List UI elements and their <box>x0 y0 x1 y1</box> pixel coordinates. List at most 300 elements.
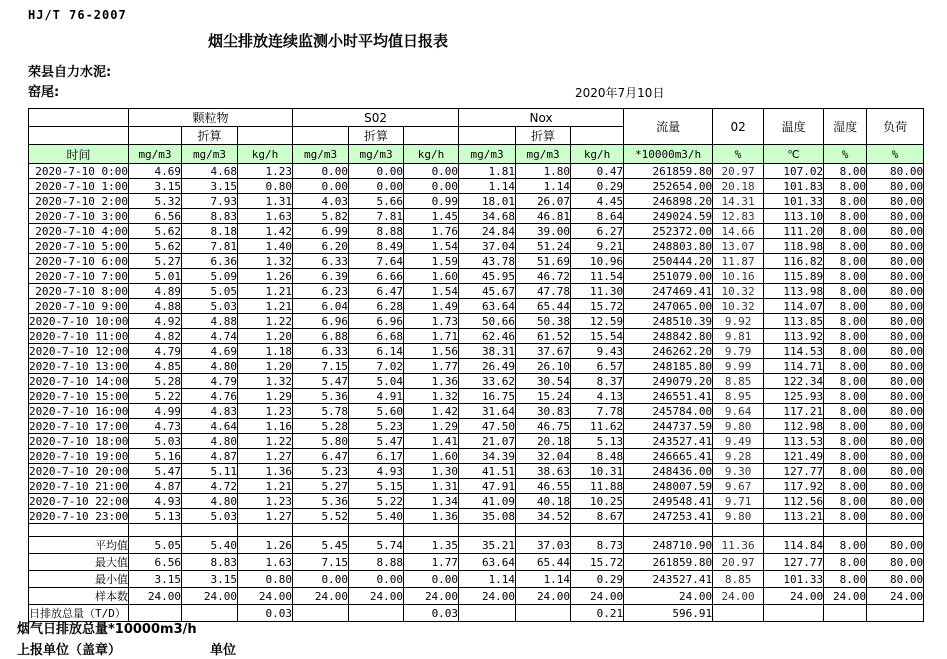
cell: 5.66 <box>349 194 404 209</box>
cell: 8.85 <box>713 374 764 389</box>
cell: 5.13 <box>571 434 624 449</box>
cell: 24.00 <box>764 588 824 605</box>
cell: 1.60 <box>404 269 459 284</box>
cell: 45.95 <box>459 269 516 284</box>
cell: 1.63 <box>238 554 293 571</box>
cell: 1.21 <box>238 299 293 314</box>
cell: 10.31 <box>571 464 624 479</box>
cell: 121.49 <box>764 449 824 464</box>
cell: 8.95 <box>713 389 764 404</box>
table-row <box>29 269 924 284</box>
cell: 8.88 <box>349 554 404 571</box>
cell: 117.21 <box>764 404 824 419</box>
cell: 261859.80 <box>624 554 713 571</box>
cell: 15.24 <box>516 389 571 404</box>
cell: 15.72 <box>571 299 624 314</box>
cell: 24.00 <box>824 588 867 605</box>
cell <box>349 524 404 537</box>
time-cell: 2020-7-10 21:00 <box>29 479 129 493</box>
cell: 6.14 <box>349 344 404 359</box>
cell: 0.00 <box>349 164 404 179</box>
table-row <box>29 554 924 571</box>
cell: 1.23 <box>238 494 293 509</box>
cell: 6.39 <box>293 269 349 284</box>
header-flow: 流量 <box>624 109 713 145</box>
table-row <box>29 588 924 605</box>
standard-number: HJ/T 76-2007 <box>28 8 127 22</box>
cell: 9.67 <box>713 479 764 494</box>
cell: 1.77 <box>404 359 459 374</box>
table-row <box>29 344 924 359</box>
unit-cell: *10000m3/h <box>624 145 713 164</box>
cell <box>624 524 713 537</box>
cell: 1.26 <box>238 537 293 554</box>
cell: 1.32 <box>238 374 293 389</box>
cell: 8.00 <box>824 449 867 464</box>
table-row <box>29 359 924 374</box>
cell: 117.92 <box>764 479 824 494</box>
cell: 30.54 <box>516 374 571 389</box>
cell: 114.53 <box>764 344 824 359</box>
cell: 1.41 <box>404 434 459 449</box>
cell: 26.07 <box>516 194 571 209</box>
cell: 43.78 <box>459 254 516 269</box>
cell <box>764 605 824 622</box>
cell: 8.00 <box>824 537 867 554</box>
cell: 46.55 <box>516 479 571 494</box>
header-pm-converted: 折算 <box>182 127 238 145</box>
cell: 115.89 <box>764 269 824 284</box>
cell: 6.68 <box>349 329 404 344</box>
cell: 24.00 <box>293 588 349 605</box>
cell: 252372.00 <box>624 224 713 239</box>
header-empty <box>129 127 182 145</box>
cell: 40.18 <box>516 494 571 509</box>
cell: 31.64 <box>459 404 516 419</box>
cell: 46.75 <box>516 419 571 434</box>
cell: 248510.39 <box>624 314 713 329</box>
cell: 20.97 <box>713 554 764 571</box>
cell: 15.72 <box>571 554 624 571</box>
cell: 9.81 <box>713 329 764 344</box>
cell: 248007.59 <box>624 479 713 494</box>
cell: 10.32 <box>713 299 764 314</box>
cell: 7.64 <box>349 254 404 269</box>
cell: 20.18 <box>516 434 571 449</box>
cell: 4.79 <box>182 374 238 389</box>
unit-cell: % <box>713 145 764 164</box>
cell: 5.78 <box>293 404 349 419</box>
unit-cell: kg/h <box>404 145 459 164</box>
header-empty <box>404 127 459 145</box>
cell: 6.23 <box>293 284 349 299</box>
cell <box>238 524 293 537</box>
cell: 7.78 <box>571 404 624 419</box>
cell <box>182 524 238 537</box>
cell: 5.05 <box>182 284 238 299</box>
cell: 4.91 <box>349 389 404 404</box>
cell: 46.81 <box>516 209 571 224</box>
time-cell: 2020-7-10 9:00 <box>29 299 129 314</box>
cell: 51.69 <box>516 254 571 269</box>
cell: 80.00 <box>867 284 924 299</box>
cell: 0.47 <box>571 164 624 179</box>
cell: 9.21 <box>571 239 624 254</box>
cell: 80.00 <box>867 494 924 509</box>
cell: 80.00 <box>867 464 924 479</box>
footer-unit-label: 单位 <box>210 643 237 658</box>
cell: 5.01 <box>129 269 182 284</box>
cell: 1.60 <box>404 449 459 464</box>
cell: 80.00 <box>867 389 924 404</box>
time-cell: 2020-7-10 4:00 <box>29 224 129 239</box>
cell: 5.03 <box>129 434 182 449</box>
cell: 9.80 <box>713 509 764 524</box>
cell: 8.00 <box>824 494 867 509</box>
cell: 4.87 <box>182 449 238 464</box>
cell: 8.37 <box>571 374 624 389</box>
cell <box>867 605 924 622</box>
cell: 13.07 <box>713 239 764 254</box>
cell: 24.00 <box>238 588 293 605</box>
time-cell: 2020-7-10 15:00 <box>29 389 129 403</box>
table-row <box>29 374 924 389</box>
cell: 4.03 <box>293 194 349 209</box>
cell: 0.21 <box>571 605 624 622</box>
cell: 5.62 <box>129 224 182 239</box>
cell: 1.26 <box>238 269 293 284</box>
table-row <box>29 209 924 224</box>
cell: 11.88 <box>571 479 624 494</box>
cell: 248436.00 <box>624 464 713 479</box>
cell: 8.00 <box>824 269 867 284</box>
cell: 30.83 <box>516 404 571 419</box>
cell: 5.47 <box>293 374 349 389</box>
cell: 80.00 <box>867 239 924 254</box>
cell: 0.80 <box>238 571 293 588</box>
cell: 0.00 <box>349 179 404 194</box>
cell: 6.56 <box>129 209 182 224</box>
cell: 4.88 <box>182 314 238 329</box>
cell <box>459 524 516 537</box>
cell: 26.10 <box>516 359 571 374</box>
cell: 1.16 <box>238 419 293 434</box>
cell: 113.21 <box>764 509 824 524</box>
time-cell: 2020-7-10 2:00 <box>29 194 129 209</box>
cell: 11.30 <box>571 284 624 299</box>
cell: 5.27 <box>293 479 349 494</box>
cell: 5.27 <box>129 254 182 269</box>
cell: 101.33 <box>764 194 824 209</box>
header-empty <box>293 127 349 145</box>
cell: 5.62 <box>129 239 182 254</box>
cell: 47.50 <box>459 419 516 434</box>
cell: 1.32 <box>404 389 459 404</box>
cell: 4.73 <box>129 419 182 434</box>
time-cell: 2020-7-10 13:00 <box>29 359 129 373</box>
time-cell: 2020-7-10 19:00 <box>29 449 129 463</box>
cell <box>824 524 867 537</box>
cell: 1.22 <box>238 434 293 449</box>
table-row <box>29 419 924 434</box>
cell: 125.93 <box>764 389 824 404</box>
cell: 63.64 <box>459 554 516 571</box>
cell: 112.56 <box>764 494 824 509</box>
cell: 45.67 <box>459 284 516 299</box>
table-row <box>29 299 924 314</box>
cell: 4.92 <box>129 314 182 329</box>
time-cell: 2020-7-10 20:00 <box>29 464 129 478</box>
cell: 39.00 <box>516 224 571 239</box>
cell: 1.42 <box>238 224 293 239</box>
cell: 65.44 <box>516 554 571 571</box>
cell: 50.38 <box>516 314 571 329</box>
cell: 4.69 <box>129 164 182 179</box>
header-empty <box>238 127 293 145</box>
cell: 1.14 <box>516 179 571 194</box>
cell: 20.18 <box>713 179 764 194</box>
footer-report-unit: 上报单位（盖章） <box>17 643 122 658</box>
time-cell: 2020-7-10 3:00 <box>29 209 129 224</box>
cell: 4.74 <box>182 329 238 344</box>
cell: 65.44 <box>516 299 571 314</box>
cell: 243527.41 <box>624 571 713 588</box>
cell: 80.00 <box>867 374 924 389</box>
time-cell: 2020-7-10 5:00 <box>29 239 129 254</box>
cell: 35.08 <box>459 509 516 524</box>
cell: 6.17 <box>349 449 404 464</box>
cell: 4.99 <box>129 404 182 419</box>
unit-cell: mg/m3 <box>459 145 516 164</box>
cell: 596.91 <box>624 605 713 622</box>
cell <box>129 524 182 537</box>
cell: 7.81 <box>349 209 404 224</box>
cell: 127.77 <box>764 464 824 479</box>
cell: 5.82 <box>293 209 349 224</box>
cell: 5.80 <box>293 434 349 449</box>
cell: 5.32 <box>129 194 182 209</box>
cell: 6.20 <box>293 239 349 254</box>
cell: 80.00 <box>867 359 924 374</box>
cell: 5.23 <box>293 464 349 479</box>
cell <box>293 605 349 622</box>
cell: 8.00 <box>824 314 867 329</box>
cell: 24.00 <box>182 588 238 605</box>
cell: 1.20 <box>238 329 293 344</box>
cell: 1.73 <box>404 314 459 329</box>
cell: 11.54 <box>571 269 624 284</box>
cell: 24.00 <box>459 588 516 605</box>
cell: 0.00 <box>404 179 459 194</box>
cell: 245784.00 <box>624 404 713 419</box>
cell: 113.98 <box>764 284 824 299</box>
cell: 8.00 <box>824 479 867 494</box>
cell: 80.00 <box>867 224 924 239</box>
unit-cell: mg/m3 <box>293 145 349 164</box>
table-row <box>29 449 924 464</box>
cell: 5.22 <box>349 494 404 509</box>
cell: 16.75 <box>459 389 516 404</box>
header-so2-group: S02 <box>293 109 459 127</box>
summary-label: 平均值 <box>29 537 129 554</box>
cell: 5.11 <box>182 464 238 479</box>
cell: 8.85 <box>713 571 764 588</box>
cell: 24.00 <box>516 588 571 605</box>
time-cell: 2020-7-10 1:00 <box>29 179 129 194</box>
table-row <box>29 284 924 299</box>
cell: 80.00 <box>867 571 924 588</box>
cell: 4.82 <box>129 329 182 344</box>
cell: 3.15 <box>129 571 182 588</box>
cell: 0.00 <box>349 571 404 588</box>
table-row <box>29 329 924 344</box>
cell: 80.00 <box>867 509 924 524</box>
cell: 127.77 <box>764 554 824 571</box>
cell: 21.07 <box>459 434 516 449</box>
cell: 8.00 <box>824 344 867 359</box>
cell: 80.00 <box>867 449 924 464</box>
cell: 244737.59 <box>624 419 713 434</box>
report-title: 烟尘排放连续监测小时平均值日报表 <box>207 32 448 50</box>
cell: 7.15 <box>293 554 349 571</box>
cell: 1.42 <box>404 404 459 419</box>
cell: 0.00 <box>293 179 349 194</box>
cell: 1.14 <box>516 571 571 588</box>
summary-label: 最小值 <box>29 571 129 588</box>
cell: 8.00 <box>824 554 867 571</box>
cell: 18.01 <box>459 194 516 209</box>
cell: 33.62 <box>459 374 516 389</box>
cell: 1.29 <box>238 389 293 404</box>
cell: 5.28 <box>293 419 349 434</box>
cell: 1.36 <box>404 374 459 389</box>
cell: 1.45 <box>404 209 459 224</box>
cell: 7.02 <box>349 359 404 374</box>
cell: 5.04 <box>349 374 404 389</box>
cell: 8.00 <box>824 329 867 344</box>
cell: 34.68 <box>459 209 516 224</box>
table-row <box>29 464 924 479</box>
cell: 6.56 <box>129 554 182 571</box>
time-cell: 2020-7-10 6:00 <box>29 254 129 269</box>
cell <box>459 605 516 622</box>
cell: 4.72 <box>182 479 238 494</box>
cell: 1.14 <box>459 571 516 588</box>
cell: 5.60 <box>349 404 404 419</box>
time-cell: 2020-7-10 8:00 <box>29 284 129 299</box>
cell: 248185.80 <box>624 359 713 374</box>
cell: 4.87 <box>129 479 182 494</box>
summary-label: 样本数 <box>29 588 129 605</box>
cell: 6.28 <box>349 299 404 314</box>
cell: 80.00 <box>867 314 924 329</box>
cell: 9.99 <box>713 359 764 374</box>
unit-cell: mg/m3 <box>129 145 182 164</box>
cell: 9.30 <box>713 464 764 479</box>
cell: 10.16 <box>713 269 764 284</box>
cell: 8.00 <box>824 389 867 404</box>
cell <box>713 605 764 622</box>
summary-label: 最大值 <box>29 554 129 571</box>
cell: 5.36 <box>293 389 349 404</box>
cell: 1.34 <box>404 494 459 509</box>
cell: 118.98 <box>764 239 824 254</box>
time-cell: 2020-7-10 12:00 <box>29 344 129 358</box>
cell: 5.40 <box>182 537 238 554</box>
cell: 1.54 <box>404 284 459 299</box>
unit-cell: ℃ <box>764 145 824 164</box>
cell: 1.22 <box>238 314 293 329</box>
cell: 34.39 <box>459 449 516 464</box>
summary-label: 日排放总量（T/D） <box>29 605 129 622</box>
cell: 4.89 <box>129 284 182 299</box>
cell: 5.45 <box>293 537 349 554</box>
time-cell: 2020-7-10 11:00 <box>29 329 129 343</box>
cell: 4.93 <box>349 464 404 479</box>
cell: 1.76 <box>404 224 459 239</box>
cell: 8.83 <box>182 554 238 571</box>
time-cell: 2020-7-10 10:00 <box>29 314 129 328</box>
cell: 0.00 <box>404 164 459 179</box>
cell: 1.54 <box>404 239 459 254</box>
cell: 80.00 <box>867 554 924 571</box>
cell: 4.79 <box>129 344 182 359</box>
cell: 113.92 <box>764 329 824 344</box>
cell: 246665.41 <box>624 449 713 464</box>
cell: 5.40 <box>349 509 404 524</box>
cell: 26.49 <box>459 359 516 374</box>
cell: 114.07 <box>764 299 824 314</box>
cell: 4.68 <box>182 164 238 179</box>
cell: 8.64 <box>571 209 624 224</box>
cell: 24.00 <box>349 588 404 605</box>
cell: 5.23 <box>349 419 404 434</box>
cell: 5.36 <box>293 494 349 509</box>
cell: 1.30 <box>404 464 459 479</box>
table-row <box>29 239 924 254</box>
cell: 1.77 <box>404 554 459 571</box>
cell: 24.00 <box>713 588 764 605</box>
cell: 80.00 <box>867 194 924 209</box>
cell: 1.31 <box>404 479 459 494</box>
cell: 1.49 <box>404 299 459 314</box>
cell: 1.63 <box>238 209 293 224</box>
cell: 80.00 <box>867 329 924 344</box>
cell: 11.62 <box>571 419 624 434</box>
cell: 8.00 <box>824 194 867 209</box>
cell: 10.96 <box>571 254 624 269</box>
cell: 6.47 <box>293 449 349 464</box>
cell: 249024.59 <box>624 209 713 224</box>
cell: 5.47 <box>129 464 182 479</box>
cell: 252654.00 <box>624 179 713 194</box>
header-nox-group: Nox <box>459 109 624 127</box>
cell: 0.00 <box>293 571 349 588</box>
cell: 0.00 <box>293 164 349 179</box>
cell: 62.46 <box>459 329 516 344</box>
cell: 248710.90 <box>624 537 713 554</box>
cell: 4.93 <box>129 494 182 509</box>
monitoring-table <box>28 108 924 622</box>
cell: 63.64 <box>459 299 516 314</box>
monitor-point-label: 窑尾: <box>28 85 60 100</box>
cell: 8.00 <box>824 284 867 299</box>
header-so2-converted: 折算 <box>349 127 404 145</box>
cell: 5.13 <box>129 509 182 524</box>
cell: 243527.41 <box>624 434 713 449</box>
cell: 5.52 <box>293 509 349 524</box>
cell: 37.03 <box>516 537 571 554</box>
